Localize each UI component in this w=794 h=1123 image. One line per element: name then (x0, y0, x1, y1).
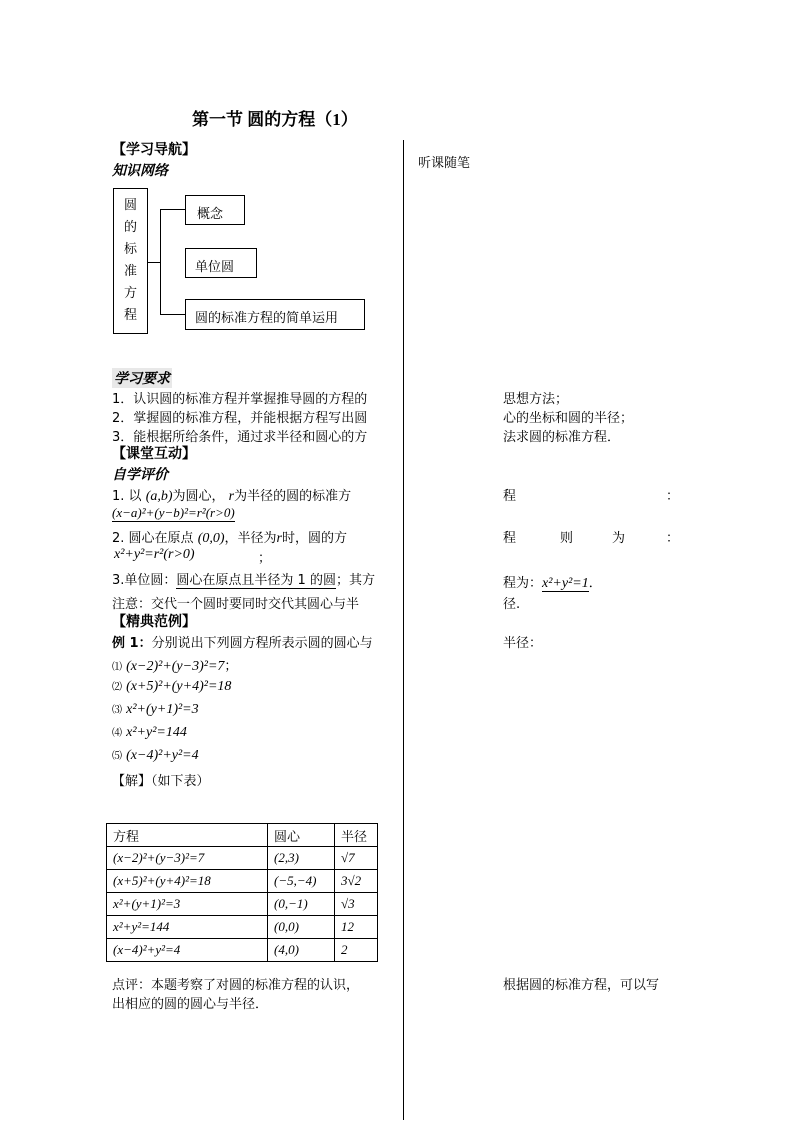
diagram-connector (160, 209, 185, 210)
requirement-2: 2．掌握圆的标准方程，并能根据方程写出圆 (112, 411, 368, 426)
equation-1: ⑴ (x−2)²+(y−3)²=7； (112, 659, 238, 674)
item-3: 3.单位圆：圆心在原点且半径为 1 的圆；其方 (112, 573, 375, 588)
requirement-1-cont: 思想方法； (503, 392, 569, 407)
table-row: x²+y²=144 (0,0) 12 (107, 916, 378, 939)
note: 注意：交代一个圆时要同时交代其圆心与半 (112, 597, 360, 612)
comment-cont: 根据圆的标准方程，可以写 (503, 978, 660, 993)
guide-header: 【学习导航】 (112, 142, 196, 158)
solution-table (106, 823, 378, 962)
item-2-semicolon: ； (258, 551, 272, 566)
equation-3: ⑶ x²+(y+1)²=3 (112, 702, 199, 717)
diagram-connector (160, 314, 185, 315)
diagram-connector (148, 262, 160, 263)
item-1-colon: ： (666, 489, 680, 504)
table-header: 方程 (107, 824, 268, 847)
comment: 点评：本题考察了对圆的标准方程的认识， (112, 978, 360, 993)
side-note: 听课随笔 (418, 156, 471, 171)
table-row: (x+5)²+(y+4)²=18 (−5,−4) 3√2 (107, 870, 378, 893)
table-row: (x−4)²+y²=4 (4,0) 2 (107, 939, 378, 962)
item-2: 2. 圆心在原点 (0,0)，半径为r时，圆的方 (112, 531, 347, 546)
equation-2: ⑵ (x+5)²+(y+4)²=18 (112, 679, 232, 694)
requirement-2-cont: 心的坐标和圆的半径； (503, 411, 634, 426)
requirement-3-cont: 法求圆的标准方程． (503, 430, 621, 445)
item-3-cont: 程为：x²+y²=1． (503, 576, 602, 591)
requirement-3: 3．能根据所给条件，通过求半径和圆心的方 (112, 430, 368, 445)
table-row: x²+(y+1)²=3 (0,−1) √3 (107, 893, 378, 916)
item-1: 1. 以 (a,b)为圆心， r为半径的圆的标准方 (112, 489, 352, 504)
table-header-row (107, 824, 378, 847)
knowledge-net-heading: 知识网络 (112, 163, 168, 179)
example-1-cont: 半径： (503, 636, 543, 651)
diagram-root-text: 圆 的 标 准 方 程 (123, 198, 137, 323)
table-header: 半径 (335, 824, 378, 847)
table-row: (x−2)²+(y−3)²=7 (2,3) √7 (107, 847, 378, 870)
item-2-cont: 程 (503, 531, 517, 546)
equation-4: ⑷ x²+y²=144 (112, 725, 187, 740)
requirements-heading: 学习要求 (112, 368, 172, 388)
item-2-cont: 为 (612, 531, 626, 546)
table-header: 圆心 (268, 824, 335, 847)
diagram-root-box (113, 188, 148, 334)
column-divider (403, 140, 404, 1120)
item-2-cont: 则 (560, 531, 574, 546)
diagram-branch-application: 圆的标准方程的简单运用 (185, 299, 365, 330)
requirement-1: 1．认识圆的标准方程并掌握推导圆的方程的 (112, 392, 368, 407)
item-1-cont: 程 (503, 489, 517, 504)
diagram-connector (160, 209, 161, 315)
self-eval-heading: 自学评价 (112, 467, 168, 483)
comment-line-2: 出相应的圆的圆心与半径． (112, 997, 269, 1012)
solution-header: 【解】（如下表） (112, 774, 210, 789)
interaction-header: 【课堂互动】 (112, 446, 196, 462)
equation-5: ⑸ (x−4)²+y²=4 (112, 748, 199, 763)
diagram-branch-concept: 概念 (185, 195, 245, 225)
examples-header: 【精典范例】 (112, 614, 196, 630)
page-title: 第一节 圆的方程（1） (192, 110, 358, 129)
item-2-equation: x²+y²=r²(r>0) (114, 547, 195, 562)
note-cont: 径. (503, 597, 521, 612)
item-2-cont: ： (666, 531, 680, 546)
item-1-equation: (x−a)²+(y−b)²=r²(r>0) (112, 505, 235, 520)
example-1: 例 1：分别说出下列圆方程所表示圆的圆心与 (112, 636, 373, 651)
diagram-branch-unit-circle: 单位圆 (185, 248, 257, 278)
